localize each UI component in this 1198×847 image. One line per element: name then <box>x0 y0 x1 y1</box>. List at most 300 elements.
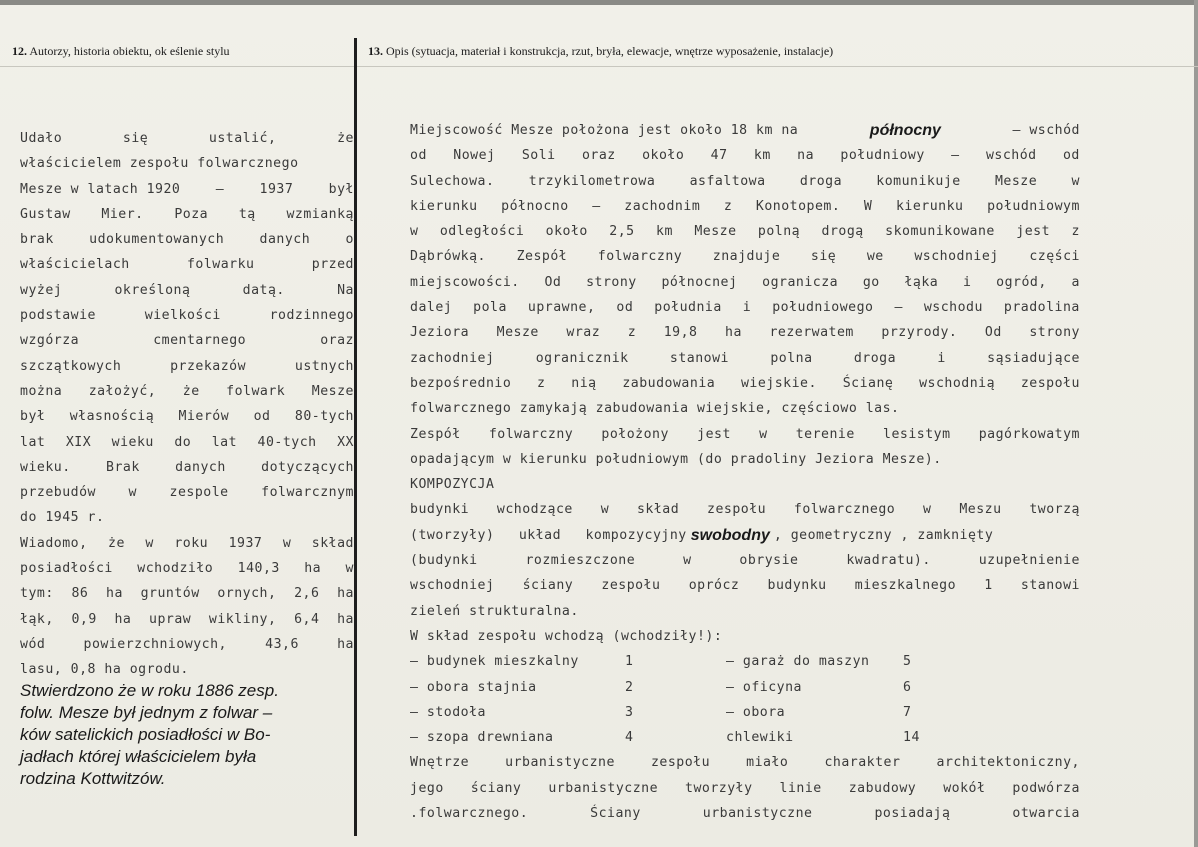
word: linie <box>779 780 822 796</box>
word: jego <box>410 780 444 796</box>
word: wieku <box>111 434 154 450</box>
word: zespołu <box>1020 375 1080 391</box>
header-divider <box>0 66 1198 67</box>
text-line <box>20 430 354 455</box>
building-name: – budynek mieszkalny <box>410 654 579 670</box>
text-line <box>20 126 354 151</box>
word: w <box>759 426 768 442</box>
word: 19,8 <box>663 325 698 341</box>
building-name: – obora stajnia <box>410 679 537 695</box>
word: podwórza <box>1012 780 1080 796</box>
word: gruntów <box>140 586 200 602</box>
word: roku <box>174 535 209 551</box>
word: przed <box>311 257 354 273</box>
word: 1937 <box>228 535 263 551</box>
word: południowego <box>772 300 874 316</box>
word: pagórkowatym <box>978 426 1080 442</box>
text-line <box>20 227 354 252</box>
word: datą. <box>242 282 285 298</box>
word: upraw <box>149 611 192 627</box>
word: tworzą <box>1029 502 1080 518</box>
word: powierzchniowych, <box>83 636 227 652</box>
word: nią <box>571 375 597 391</box>
word: wzgórza <box>20 333 80 349</box>
word: oraz <box>581 148 616 164</box>
word: Mesze <box>694 224 737 240</box>
text-line <box>410 371 1080 396</box>
word: Ścianę <box>842 375 894 391</box>
word: około <box>545 224 588 240</box>
word: Konotopem. <box>755 198 841 214</box>
word: skład <box>311 535 354 551</box>
word: – <box>215 181 225 197</box>
word: lasu, 0,8 ha ogrodu. <box>20 662 189 678</box>
text-line <box>410 750 1080 775</box>
text-line <box>410 801 1080 826</box>
word: kierunku <box>410 198 478 214</box>
word: można <box>20 383 63 399</box>
text-line <box>20 657 354 682</box>
handwritten-word: północny <box>869 122 941 139</box>
word: urbanistyczne <box>505 755 615 771</box>
word: posiadłości <box>20 561 113 577</box>
text-line <box>20 404 354 429</box>
word: założyć, <box>88 383 157 399</box>
word: ogród, <box>996 274 1047 290</box>
handwritten-line: ków satelickich posiadłości w Bo- <box>20 725 271 744</box>
word: o <box>345 232 354 248</box>
word: XX <box>337 434 354 450</box>
word: się <box>122 131 149 146</box>
word: 86 <box>71 586 89 602</box>
word: ha <box>106 586 123 602</box>
text-line <box>410 523 1080 548</box>
word: był <box>20 409 46 425</box>
word: wód <box>20 636 46 652</box>
word: – <box>592 198 601 214</box>
word: (tworzyły) układ kompozycyjny <box>410 527 687 543</box>
text-line <box>20 354 354 379</box>
word: 43,6 <box>265 636 299 652</box>
word: ogranicznik <box>535 350 629 366</box>
building-name: chlewiki <box>726 730 794 746</box>
word: Mesze <box>311 383 354 399</box>
word: w <box>145 535 154 551</box>
word: wchodziło <box>137 561 214 577</box>
word: W <box>863 198 873 214</box>
word: droga <box>853 350 897 366</box>
word: zachodniej <box>410 350 495 366</box>
word: ha <box>304 561 322 577</box>
text-line <box>410 599 1080 624</box>
handwritten-note <box>20 680 350 790</box>
building-list-item <box>410 675 726 700</box>
word: droga <box>799 173 843 189</box>
word: dotyczących <box>261 459 354 475</box>
word: asfaltowa <box>689 173 766 189</box>
word: dalej <box>410 300 453 316</box>
word: go <box>862 274 880 290</box>
text-line <box>20 607 354 632</box>
building-list-row <box>410 675 1080 700</box>
word: na <box>797 148 815 164</box>
word: Wiadomo, <box>20 535 88 551</box>
word: 40-tych <box>257 434 317 450</box>
word: wschód <box>985 148 1037 164</box>
section-12-number: 12. <box>12 44 27 58</box>
word: tą <box>238 206 256 222</box>
word: km <box>753 148 771 164</box>
handwritten-line: rodzina Kottwitzów. <box>20 769 166 788</box>
word: rodzinnego <box>269 308 354 324</box>
word: uprawne, <box>527 300 596 316</box>
word: skład <box>636 502 680 518</box>
word: Mesze <box>496 325 539 341</box>
word: wchodzące <box>496 502 573 518</box>
building-list-item <box>726 649 1080 674</box>
section-13-title: Opis (sytuacja, materiał i konstrukcja, rzut, bryła, elewacje, wnętrze wyposażenie, instalacje) <box>386 44 834 58</box>
word: Sulechowa. <box>410 173 495 189</box>
word: Zespół <box>516 249 568 265</box>
word: folwarcznego zamykają zabudowania wiejskie, częściowo las. <box>410 401 900 417</box>
word: danych <box>259 232 311 248</box>
word: skomunikowane <box>885 224 995 240</box>
word: wschodniej <box>914 249 999 265</box>
word: zespołu <box>707 502 767 518</box>
building-list-item <box>726 700 1080 725</box>
section-13-number: 13. <box>368 44 383 58</box>
word: z <box>723 198 733 214</box>
history-text <box>20 126 354 683</box>
word: wraz <box>566 325 601 341</box>
word: wschodu <box>923 300 983 316</box>
word: odległości <box>439 224 525 240</box>
building-number: 2 <box>625 679 634 695</box>
word: budynki <box>410 502 470 518</box>
word: określoną <box>114 282 191 298</box>
word: położony <box>601 426 669 442</box>
word: Jeziora <box>410 325 470 341</box>
word: opadającym w kierunku południowym (do pradoliny Jeziora Mesze). <box>410 451 942 467</box>
building-number: 7 <box>903 704 912 720</box>
word: z <box>537 375 546 391</box>
word: podstawie <box>20 308 96 324</box>
word: – <box>951 148 960 164</box>
word: udokumentowanych <box>89 232 225 248</box>
word: z <box>1071 224 1080 240</box>
text-line <box>410 776 1080 801</box>
word: folwarcznego <box>793 502 896 518</box>
word: – <box>894 300 903 316</box>
word: w <box>923 502 932 518</box>
word: Od <box>544 274 562 290</box>
word: oraz <box>320 333 354 349</box>
word: .folwarcznego. <box>410 806 529 822</box>
word: Mesze <box>994 173 1038 189</box>
word: Dąbrówką. <box>410 249 486 265</box>
word: z <box>627 325 637 341</box>
word: do <box>174 434 192 450</box>
word: urbanistyczne <box>548 780 659 796</box>
word: lesistym <box>883 426 951 442</box>
word: we <box>866 249 884 265</box>
word: w <box>282 535 292 551</box>
word: rozmieszczone <box>525 553 636 569</box>
word: 140,3 <box>237 561 280 577</box>
word: folwark <box>226 383 286 399</box>
building-number: 6 <box>903 679 912 695</box>
word: części <box>1029 249 1080 265</box>
word: Udało <box>20 131 63 146</box>
text-line <box>20 303 354 328</box>
word: 2,6 <box>294 586 320 602</box>
word: miało <box>746 755 789 771</box>
word: pradolina <box>1003 300 1080 316</box>
word: ściany <box>522 578 574 594</box>
word: strony <box>1029 325 1080 341</box>
word: Soli <box>521 148 556 164</box>
word: zieleń strukturalna. <box>410 603 579 619</box>
word: ogranicza <box>762 274 839 290</box>
text-line <box>20 505 354 530</box>
word: wzmianką <box>286 206 354 222</box>
text-line <box>410 422 1080 447</box>
text-line <box>20 379 354 404</box>
building-number: 4 <box>625 730 634 746</box>
word: 1937 <box>259 181 294 197</box>
word: jest <box>697 426 731 442</box>
word: od <box>410 148 427 164</box>
text-line <box>20 202 354 227</box>
text-line <box>410 118 1080 143</box>
word: tym: <box>20 586 54 602</box>
text-line <box>410 548 1080 573</box>
word: Mierów <box>178 409 230 425</box>
word: właścicielach <box>20 257 130 273</box>
text-line <box>410 346 1080 371</box>
word: folwarcznym <box>261 485 354 501</box>
word: a <box>1071 274 1080 290</box>
building-name: – obora <box>726 704 786 720</box>
text-line <box>410 219 1080 244</box>
text-line <box>410 472 1080 497</box>
word: wieku. <box>20 459 71 475</box>
building-list-item <box>726 675 1080 700</box>
word: północnej <box>661 274 738 290</box>
word: trzykilometrowa <box>528 173 656 189</box>
word: XIX <box>65 434 92 450</box>
word: kierunku <box>895 198 964 214</box>
word: zabudowania <box>622 375 716 391</box>
word: – wschód <box>1012 123 1080 138</box>
building-list-row <box>410 649 1080 674</box>
text-line <box>410 295 1080 320</box>
building-number: 3 <box>625 704 634 720</box>
word: że <box>337 131 354 146</box>
word: ha <box>114 611 132 627</box>
text-line <box>410 396 1080 421</box>
word: szczątkowych <box>20 358 122 374</box>
text-line <box>410 624 1080 649</box>
column-divider-mark <box>354 246 357 276</box>
word: folwarku <box>186 257 255 273</box>
text-line <box>20 278 354 303</box>
word: Ściany <box>590 806 641 822</box>
building-name: – garaż do maszyn <box>726 654 870 670</box>
building-number: 1 <box>625 654 634 670</box>
word: w <box>1071 173 1080 189</box>
word: od <box>616 300 634 316</box>
word: stanowi <box>669 350 729 366</box>
text-line <box>20 581 354 606</box>
section-13-header <box>368 44 833 59</box>
word: przyrody. <box>881 325 958 341</box>
word: Mesze w latach 1920 <box>20 181 181 197</box>
word: 1 <box>984 578 993 594</box>
word: polną <box>757 224 801 240</box>
building-list-item <box>410 649 726 674</box>
word: wielkości <box>144 308 221 324</box>
word: ha <box>725 325 742 341</box>
text-line <box>20 531 354 556</box>
word: własnością <box>69 409 155 425</box>
word: folwarczny <box>488 426 574 442</box>
word: zespołu <box>650 755 711 771</box>
word: drogą <box>821 224 864 240</box>
section-12-header <box>12 44 230 59</box>
building-list-row <box>410 725 1080 750</box>
building-name: – oficyna <box>726 679 802 695</box>
word: rezerwatem <box>769 325 854 341</box>
text-line <box>410 169 1080 194</box>
word: i <box>962 274 972 290</box>
word: w <box>600 502 610 518</box>
text-line <box>410 143 1080 168</box>
word: południowym <box>987 198 1080 214</box>
text-line <box>20 328 354 353</box>
word: Wnętrze <box>410 755 470 771</box>
text-line <box>20 177 354 202</box>
word: urbanistyczne <box>702 806 813 822</box>
word: wokół <box>943 780 986 796</box>
word: ustalić, <box>208 131 277 146</box>
text-line <box>20 252 354 277</box>
word: wyżej <box>20 282 63 298</box>
word: zabudowy <box>848 780 917 796</box>
text-line <box>410 244 1080 269</box>
word: zachodnim <box>624 198 701 214</box>
column-divider <box>354 38 357 836</box>
word: charakter <box>824 755 901 771</box>
handwritten-line: jadłach której właścicielem była <box>20 747 257 766</box>
word: wikliny, <box>208 611 277 627</box>
word: (budynki <box>410 553 478 569</box>
word: Nowej <box>453 148 496 164</box>
word: folwarczny <box>597 249 683 265</box>
word: Na <box>337 282 354 298</box>
page-top-edge <box>0 0 1198 5</box>
word: znajduje <box>712 249 781 265</box>
word: miejscowości. <box>410 274 520 290</box>
text-line <box>20 455 354 480</box>
word: 6,4 <box>294 611 320 627</box>
word: w <box>410 224 419 240</box>
word: architektoniczny, <box>936 755 1080 771</box>
word: 0,9 <box>71 611 97 627</box>
building-list-item <box>726 725 1080 750</box>
word: że <box>182 383 200 399</box>
word: obrysie <box>739 553 799 569</box>
word: ustnych <box>294 358 354 374</box>
word: tworzyły <box>685 780 753 796</box>
building-name: – stodoła <box>410 704 486 720</box>
word: ha <box>337 586 354 602</box>
word: i <box>742 300 752 316</box>
word: km <box>656 224 673 240</box>
word: i <box>937 350 946 366</box>
word: bezpośrednio <box>410 375 512 391</box>
word: strony <box>586 274 637 290</box>
word: polna <box>770 350 813 366</box>
word: południa <box>654 300 722 316</box>
word: kwadratu). <box>846 553 931 569</box>
word: otwarcia <box>1012 806 1080 822</box>
text-line <box>20 556 354 581</box>
building-list-row <box>410 700 1080 725</box>
word: 47 <box>710 148 728 164</box>
word: KOMPOZYCJA <box>410 477 495 493</box>
word: właścicielem zespołu folwarcznego <box>20 156 299 172</box>
word: w <box>345 561 354 577</box>
text-line <box>410 270 1080 295</box>
word: Poza <box>174 206 209 222</box>
word: Mier. <box>101 206 144 222</box>
word: terenie <box>795 426 855 442</box>
word: uzupełnienie <box>978 553 1080 569</box>
word: ha <box>337 611 354 627</box>
word: 2,5 <box>609 224 635 240</box>
word: do 1945 r. <box>20 510 105 526</box>
word: północno <box>501 198 569 214</box>
word: , geometryczny , zamknięty <box>773 527 994 543</box>
word: był <box>328 181 354 197</box>
word: przebudów <box>20 485 96 501</box>
building-number: 5 <box>903 654 912 670</box>
word: zespołu <box>601 578 661 594</box>
word: się <box>810 249 837 265</box>
text-line <box>20 151 354 176</box>
word: pola <box>473 300 507 316</box>
text-line <box>410 497 1080 522</box>
section-12-title: Autorzy, historia obiektu, ok eślenie stylu <box>29 44 230 58</box>
word: Od <box>984 325 1002 341</box>
word: w <box>128 485 137 501</box>
word: Zespół <box>410 426 461 442</box>
text-line <box>410 447 1080 472</box>
word: ornych, <box>217 586 277 602</box>
word: mieszkalnego <box>854 578 957 594</box>
word: przekazów <box>170 358 247 374</box>
text-line <box>20 480 354 505</box>
word: ściany <box>470 780 522 796</box>
word: oprócz <box>688 578 740 594</box>
handwritten-line: folw. Mesze był jednym z folwar – <box>20 703 273 722</box>
word: 80-tych <box>294 409 354 425</box>
word: południowy <box>840 148 925 164</box>
page-right-edge <box>1194 0 1198 847</box>
word: stanowi <box>1020 578 1080 594</box>
text-line <box>410 194 1080 219</box>
